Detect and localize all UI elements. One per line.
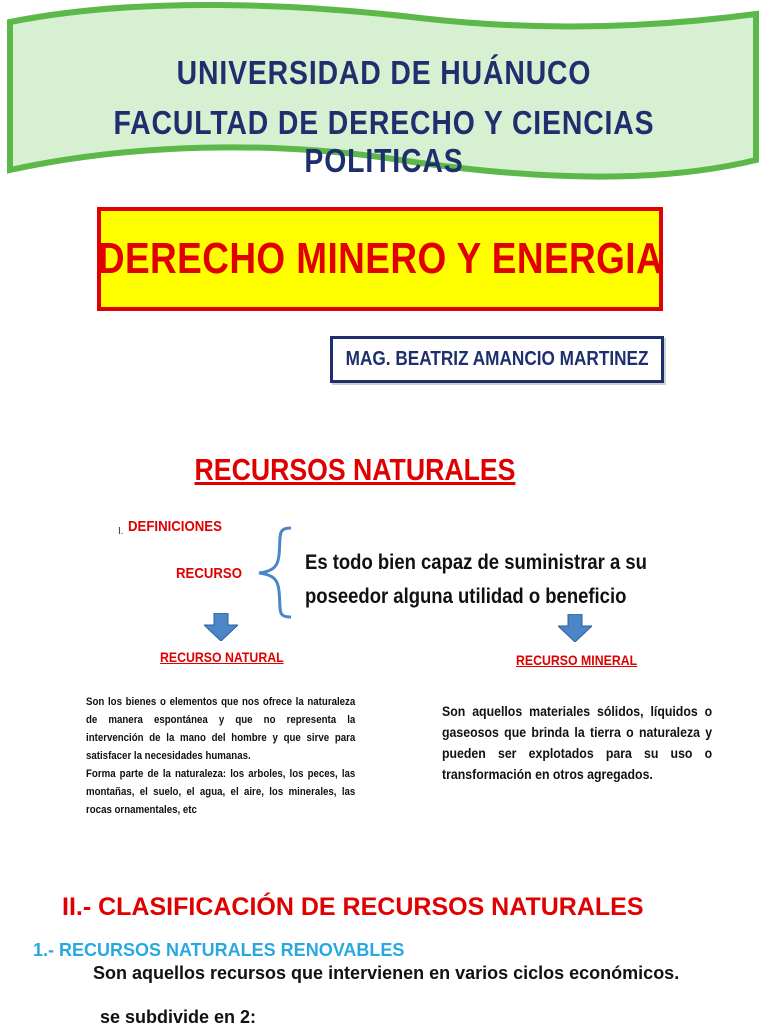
recurso-natural-label: RECURSO NATURAL (160, 649, 284, 665)
definitions-number: I. (118, 526, 124, 537)
recurso-definition: Es todo bien capaz de suministrar a su poseedor alguna utilidad o beneficio (305, 551, 647, 608)
renewable-title: 1.- RECURSOS NATURALES RENOVABLES (33, 940, 405, 960)
classification-title: II.- CLASIFICACIÓN DE RECURSOS NATURALES (62, 893, 644, 921)
recurso-natural-paragraph: Son los bienes o elementos que nos ofrece la naturaleza de manera espontánea y que no representa la intervención de la mano del hombre y que sirve para satisfacer la necesidades humanas. (86, 696, 356, 762)
section-title: RECURSOS NATURALES (194, 452, 516, 487)
renewable-description (33, 962, 753, 984)
down-arrow-icon (558, 614, 592, 642)
faculty-name: FACULTAD DE DERECHO Y CIENCIAS POLITICAS (113, 104, 655, 179)
author-name: MAG. BEATRIZ AMANCIO MARTINEZ (345, 348, 649, 370)
university-name: UNIVERSIDAD DE HUÁNUCO (176, 54, 592, 91)
definitions-label: DEFINICIONES (128, 518, 222, 535)
recurso-natural-text (86, 693, 355, 819)
author-box (330, 336, 664, 383)
recurso-mineral-text: Son aquellos materiales sólidos, líquidos o gaseosos que brinda la tierra o naturaleza y pueden ser explotados para su uso o transformación en otros agregados. (442, 703, 713, 782)
recurso-natural-paragraph: Forma parte de la naturaleza: los arboles, los peces, las montañas, el suelo, el agua, el aire, los minerales, las rocas ornamentales, etc (86, 768, 356, 816)
brace-icon (255, 525, 295, 620)
recurso-label: RECURSO (176, 565, 243, 582)
course-title-box (97, 207, 663, 311)
subdivide-text: se subdivide en 2: (100, 1007, 257, 1027)
recurso-mineral-label: RECURSO MINERAL (516, 652, 638, 668)
course-title: DERECHO MINERO Y ENERGIA (97, 234, 663, 283)
renewable-description-text: Son aquellos recursos que intervienen en varios ciclos económicos. (93, 963, 680, 983)
down-arrow-icon (204, 613, 238, 641)
